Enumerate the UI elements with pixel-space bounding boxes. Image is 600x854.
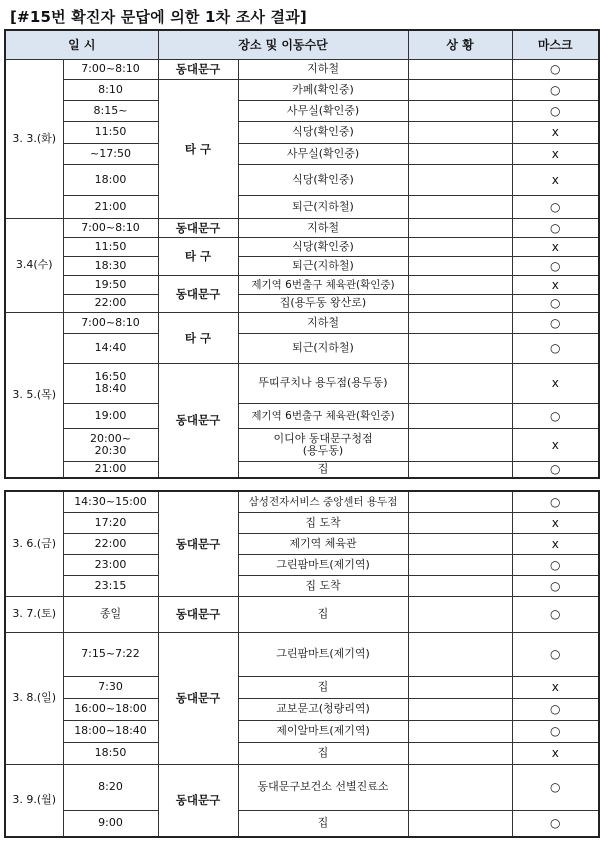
status-cell (408, 512, 512, 533)
time-cell: 8:20 (63, 764, 158, 810)
table-row (5, 742, 599, 764)
header-status: 상 황 (408, 30, 512, 59)
status-cell (408, 59, 512, 79)
table-row (5, 403, 599, 428)
mask-cell: ○ (512, 195, 599, 218)
time-cell: 21:00 (63, 461, 158, 478)
mask-cell: ○ (512, 100, 599, 121)
mask-cell: ○ (512, 256, 599, 275)
place-cell: 집 (238, 810, 408, 837)
place-cell: 그린팜마트(제기역) (238, 632, 408, 676)
history-table-bottom (4, 490, 600, 838)
header-date: 일 시 (5, 30, 158, 59)
status-cell (408, 676, 512, 698)
table-row (5, 554, 599, 575)
time-cell: 23:15 (63, 575, 158, 596)
date-cell: 3. 5.(목) (5, 312, 63, 478)
district-cell: 동대문구 (158, 275, 238, 312)
page-title: [#15번 확진자 문답에 의한 1차 조사 결과] (10, 8, 307, 26)
district-cell: 동대문구 (158, 596, 238, 632)
table-row (5, 164, 599, 195)
mask-cell: x (512, 143, 599, 164)
place-cell: 제기역 6번출구 체육관(확인중) (238, 403, 408, 428)
place-cell: 교보문고(청량리역) (238, 698, 408, 720)
status-cell (408, 218, 512, 237)
status-cell (408, 164, 512, 195)
place-cell: 지하철 (238, 312, 408, 333)
place-cell: 사무실(확인중) (238, 100, 408, 121)
table-row (5, 294, 599, 312)
status-cell (408, 79, 512, 100)
place-cell: 퇴근(지하철) (238, 333, 408, 363)
mask-cell: x (512, 533, 599, 554)
table-row (5, 100, 599, 121)
time-cell: 22:00 (63, 533, 158, 554)
table-row (5, 363, 599, 403)
table-row (5, 764, 599, 810)
mask-cell: ○ (512, 720, 599, 742)
mask-cell: ○ (512, 333, 599, 363)
mask-cell: x (512, 742, 599, 764)
place-cell: 카페(확인중) (238, 79, 408, 100)
table-row (5, 218, 599, 237)
table-row (5, 533, 599, 554)
header-place: 장소 및 이동수단 (158, 30, 408, 59)
time-cell: 7:00~8:10 (63, 312, 158, 333)
time-cell: 23:00 (63, 554, 158, 575)
table-row (5, 698, 599, 720)
time-cell: 16:50 18:40 (63, 363, 158, 403)
place-cell: 퇴근(지하철) (238, 256, 408, 275)
status-cell (408, 596, 512, 632)
time-cell: 7:15~7:22 (63, 632, 158, 676)
status-cell (408, 275, 512, 294)
time-cell: 7:30 (63, 676, 158, 698)
header-row (5, 30, 599, 59)
mask-cell: x (512, 428, 599, 461)
time-cell: 18:50 (63, 742, 158, 764)
mask-cell: x (512, 512, 599, 533)
status-cell (408, 742, 512, 764)
time-cell: 17:20 (63, 512, 158, 533)
mask-cell: ○ (512, 554, 599, 575)
status-cell (408, 533, 512, 554)
district-cell: 타 구 (158, 79, 238, 218)
time-cell: ~17:50 (63, 143, 158, 164)
time-cell: 11:50 (63, 237, 158, 256)
place-cell: 집 (238, 596, 408, 632)
place-cell: 지하철 (238, 59, 408, 79)
history-table-top (4, 29, 600, 479)
table-row (5, 676, 599, 698)
time-cell: 7:00~8:10 (63, 59, 158, 79)
time-cell: 18:30 (63, 256, 158, 275)
district-cell: 동대문구 (158, 363, 238, 478)
status-cell (408, 100, 512, 121)
table-row (5, 596, 599, 632)
time-cell: 18:00 (63, 164, 158, 195)
place-cell: 식당(확인중) (238, 121, 408, 143)
table-row (5, 143, 599, 164)
district-cell: 동대문구 (158, 218, 238, 237)
place-cell: 뚜띠쿠치나 용두점(용두동) (238, 363, 408, 403)
time-cell: 7:00~8:10 (63, 218, 158, 237)
table-row (5, 491, 599, 512)
table-row (5, 237, 599, 256)
mask-cell: ○ (512, 218, 599, 237)
table-row (5, 195, 599, 218)
district-cell: 타 구 (158, 312, 238, 363)
status-cell (408, 403, 512, 428)
mask-cell: ○ (512, 810, 599, 837)
mask-cell: ○ (512, 59, 599, 79)
district-cell: 동대문구 (158, 491, 238, 596)
date-cell: 3. 7.(토) (5, 596, 63, 632)
status-cell (408, 195, 512, 218)
mask-cell: x (512, 676, 599, 698)
mask-cell: x (512, 237, 599, 256)
place-cell: 집 도착 (238, 512, 408, 533)
district-cell: 동대문구 (158, 764, 238, 837)
status-cell (408, 312, 512, 333)
table-row (5, 810, 599, 837)
place-cell: 집 (238, 676, 408, 698)
time-cell: 8:15~ (63, 100, 158, 121)
district-cell: 동대문구 (158, 59, 238, 79)
mask-cell: x (512, 164, 599, 195)
table-row (5, 333, 599, 363)
table-row (5, 79, 599, 100)
date-cell: 3. 9.(월) (5, 764, 63, 837)
place-cell: 제기역 6번출구 체육관(확인중) (238, 275, 408, 294)
time-cell: 9:00 (63, 810, 158, 837)
table-row (5, 720, 599, 742)
status-cell (408, 698, 512, 720)
place-cell: 삼성전자서비스 중앙센터 용두점 (238, 491, 408, 512)
place-cell: 이디야 동대문구청점 (용두동) (238, 428, 408, 461)
status-cell (408, 294, 512, 312)
time-cell: 14:40 (63, 333, 158, 363)
table-row (5, 312, 599, 333)
date-cell: 3. 8.(일) (5, 632, 63, 764)
place-cell: 동대문구보건소 선별진료소 (238, 764, 408, 810)
place-cell: 집 도착 (238, 575, 408, 596)
place-cell: 집 (238, 742, 408, 764)
time-cell: 8:10 (63, 79, 158, 100)
date-cell: 3. 6.(금) (5, 491, 63, 596)
place-cell: 지하철 (238, 218, 408, 237)
status-cell (408, 237, 512, 256)
time-cell: 11:50 (63, 121, 158, 143)
mask-cell: ○ (512, 764, 599, 810)
status-cell (408, 428, 512, 461)
date-cell: 3. 3.(화) (5, 59, 63, 218)
mask-cell: ○ (512, 461, 599, 478)
table-row (5, 575, 599, 596)
time-cell: 16:00~18:00 (63, 698, 158, 720)
time-cell: 20:00~ 20:30 (63, 428, 158, 461)
place-cell: 집 (238, 461, 408, 478)
time-cell: 종일 (63, 596, 158, 632)
time-cell: 21:00 (63, 195, 158, 218)
mask-cell: ○ (512, 596, 599, 632)
mask-cell: ○ (512, 632, 599, 676)
status-cell (408, 143, 512, 164)
status-cell (408, 810, 512, 837)
mask-cell: ○ (512, 403, 599, 428)
table-row (5, 59, 599, 79)
place-cell: 퇴근(지하철) (238, 195, 408, 218)
district-cell: 동대문구 (158, 632, 238, 764)
time-cell: 19:50 (63, 275, 158, 294)
status-cell (408, 461, 512, 478)
table-row (5, 275, 599, 294)
time-cell: 19:00 (63, 403, 158, 428)
mask-cell: x (512, 275, 599, 294)
status-cell (408, 720, 512, 742)
status-cell (408, 363, 512, 403)
table-row (5, 256, 599, 275)
place-cell: 그린팜마트(제기역) (238, 554, 408, 575)
status-cell (408, 256, 512, 275)
table-row (5, 512, 599, 533)
mask-cell: ○ (512, 294, 599, 312)
table-row (5, 121, 599, 143)
status-cell (408, 554, 512, 575)
place-cell: 집(용두동 왕산로) (238, 294, 408, 312)
status-cell (408, 575, 512, 596)
place-cell: 제기역 체육관 (238, 533, 408, 554)
status-cell (408, 121, 512, 143)
time-cell: 14:30~15:00 (63, 491, 158, 512)
time-cell: 18:00~18:40 (63, 720, 158, 742)
mask-cell: x (512, 121, 599, 143)
mask-cell: ○ (512, 575, 599, 596)
mask-cell: ○ (512, 79, 599, 100)
table-row (5, 461, 599, 478)
table-row (5, 428, 599, 461)
table-row (5, 632, 599, 676)
header-mask: 마스크 (512, 30, 599, 59)
district-cell: 타 구 (158, 237, 238, 275)
time-cell: 22:00 (63, 294, 158, 312)
place-cell: 사무실(확인중) (238, 143, 408, 164)
status-cell (408, 491, 512, 512)
mask-cell: x (512, 363, 599, 403)
mask-cell: ○ (512, 698, 599, 720)
place-cell: 식당(확인중) (238, 237, 408, 256)
status-cell (408, 333, 512, 363)
place-cell: 식당(확인중) (238, 164, 408, 195)
date-cell: 3.4(수) (5, 218, 63, 312)
mask-cell: ○ (512, 491, 599, 512)
status-cell (408, 632, 512, 676)
status-cell (408, 764, 512, 810)
place-cell: 제이알마트(제기역) (238, 720, 408, 742)
mask-cell: ○ (512, 312, 599, 333)
